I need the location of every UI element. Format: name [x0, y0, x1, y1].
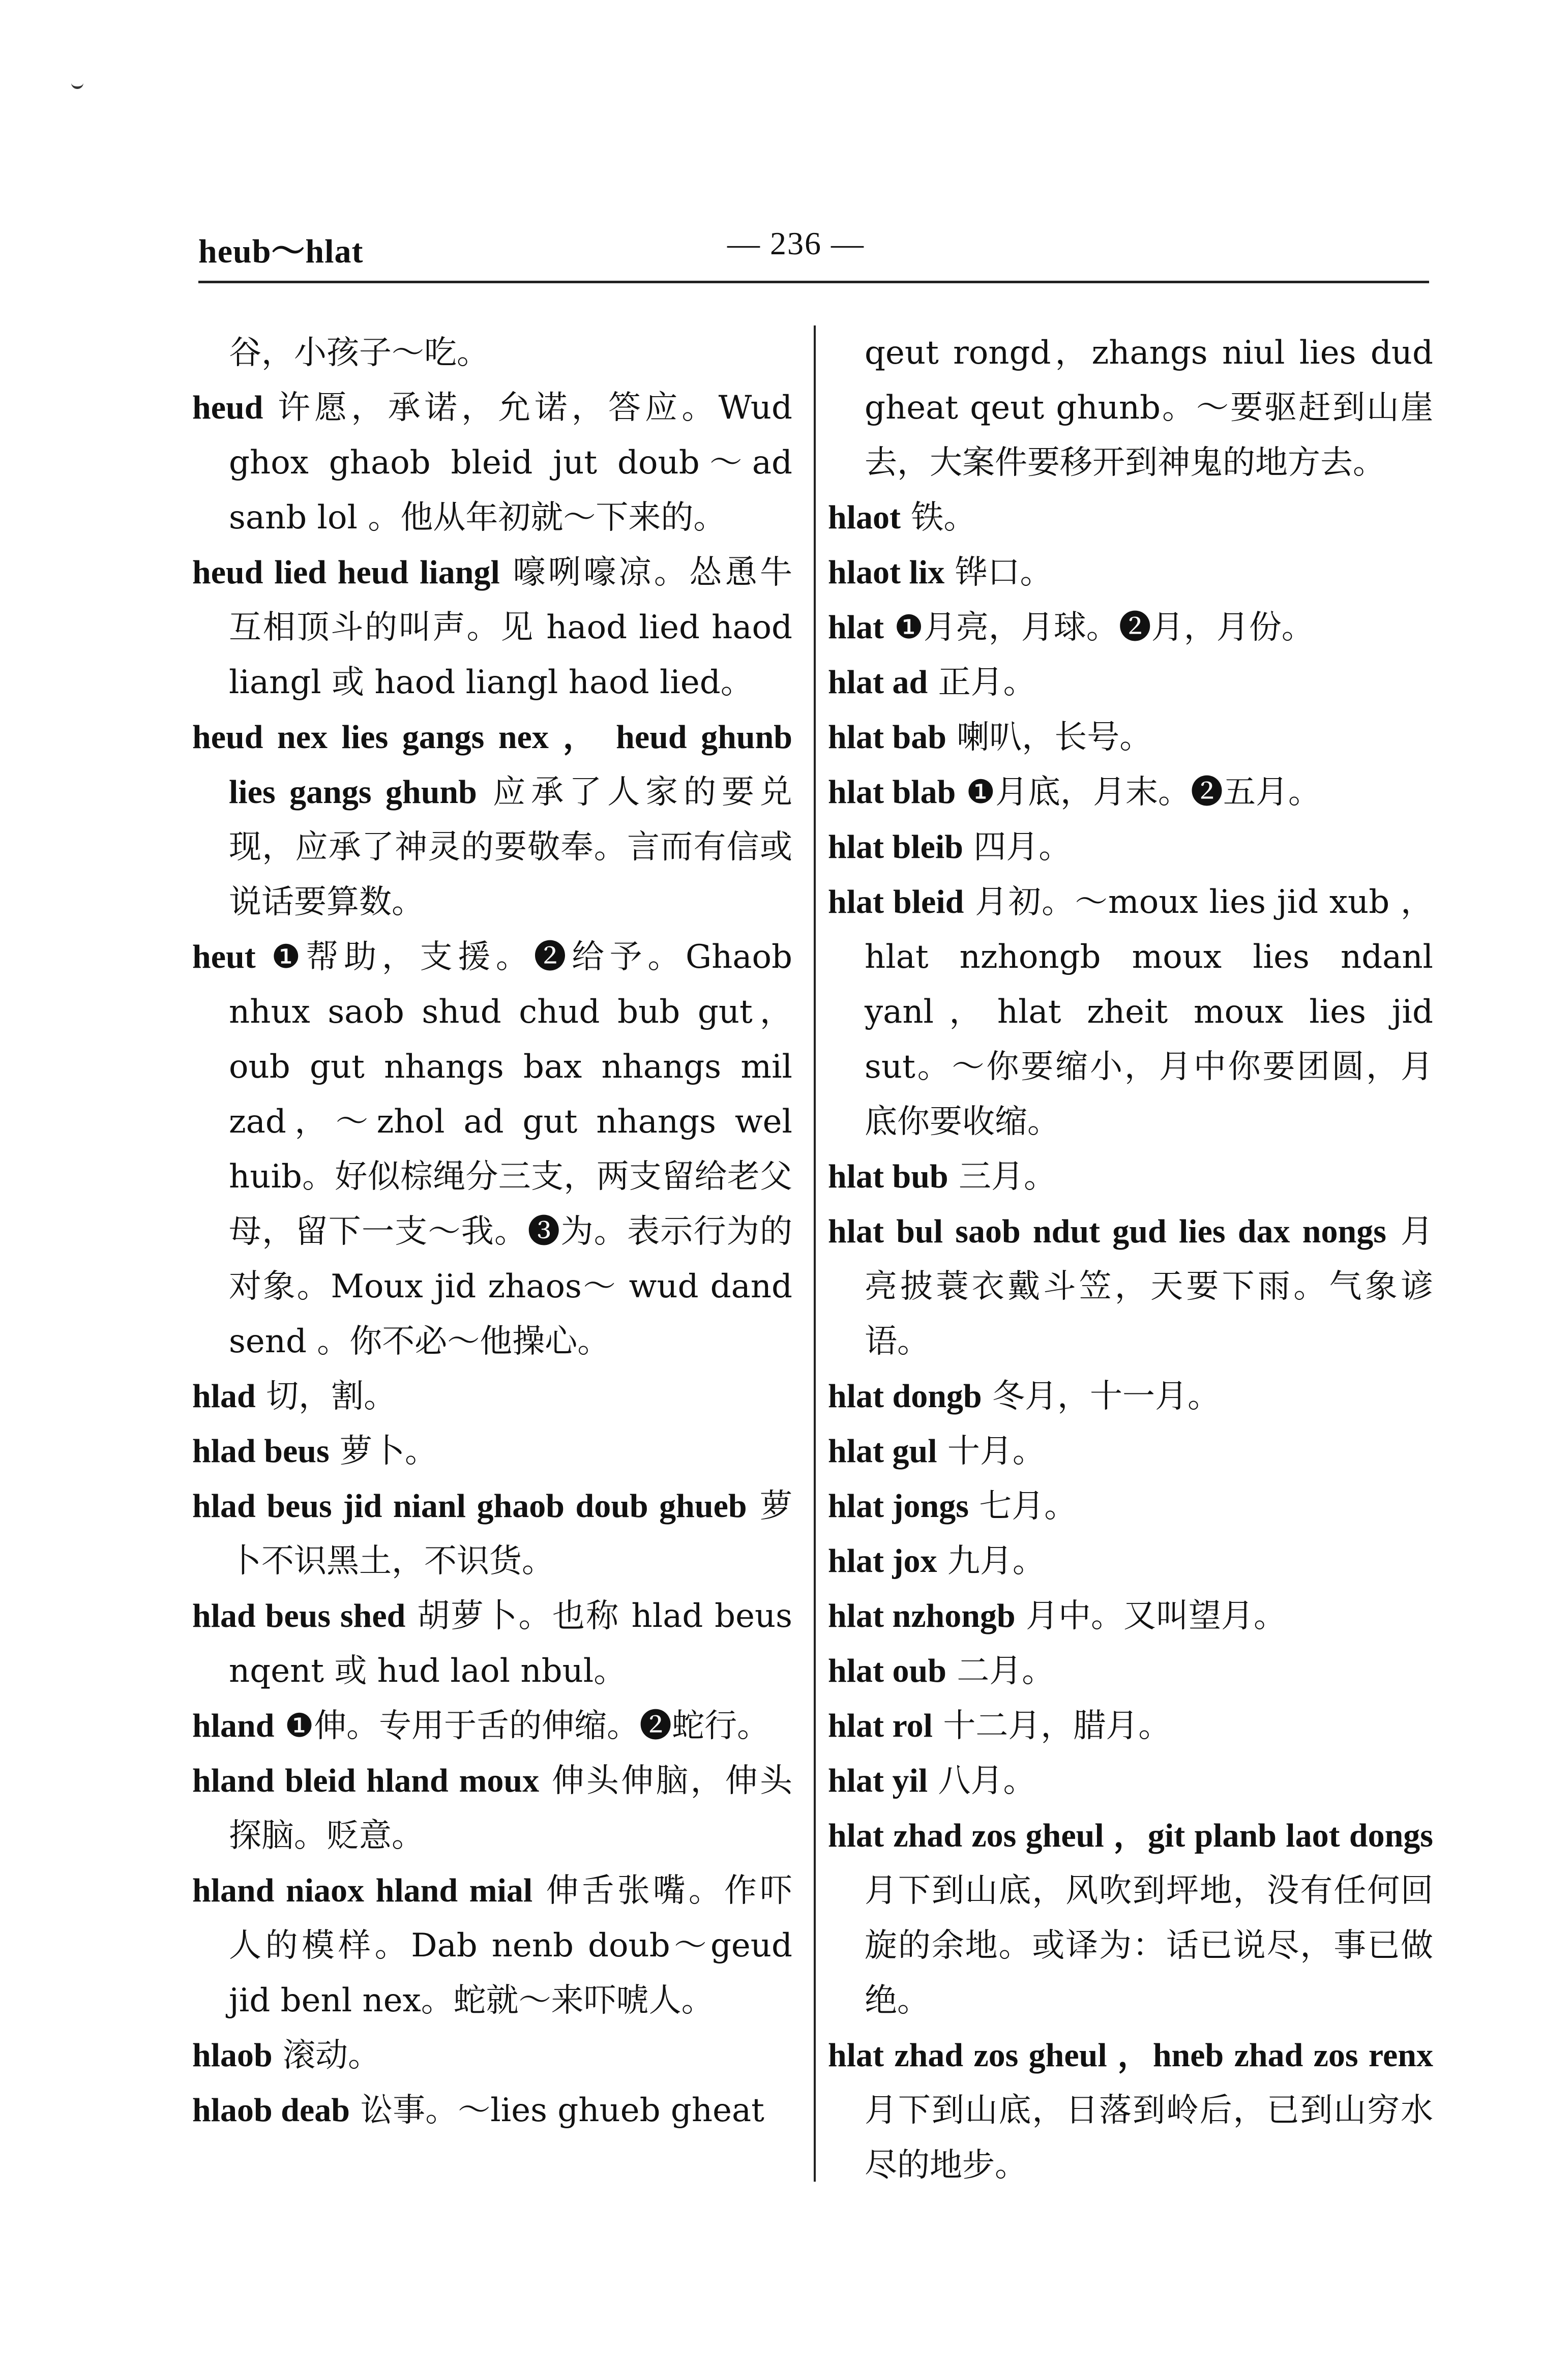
entry-headword: hlat gul: [828, 1433, 937, 1470]
corner-mark: [71, 81, 83, 89]
entry-definition: 喇叭，长号。: [946, 719, 1152, 756]
dictionary-entry: [828, 490, 1433, 545]
entry-headword: hlat nzhongb: [828, 1597, 1016, 1634]
entry-definition: ❶月亮，月球。❷月，月份。: [884, 609, 1314, 646]
dictionary-entry: [828, 600, 1433, 655]
entry-headword: hlaob deab: [192, 2092, 350, 2129]
entry-headword: hland bleid hland moux: [192, 1762, 540, 1799]
dictionary-entry: [828, 2028, 1433, 2193]
dictionary-entry: [192, 1424, 792, 1479]
entry-definition: 月下到山底，日落到岭后，已到山穷水尽的地步。: [865, 2092, 1433, 2184]
entry-definition: 胡萝卜。也称 hlad beus nqent 或 hud laol nbul。: [229, 1597, 793, 1690]
entry-definition: 切，割。: [255, 1378, 397, 1415]
entry-definition: 月下到山底，风吹到坪地，没有任何回旋的余地。或译为：话已说尽，事已做绝。: [865, 1872, 1433, 2019]
entry-definition: 讼事。～lies ghueb gheat: [349, 2092, 764, 2129]
entry-definition: 伸头伸脑，伸头探脑。贬意。: [229, 1762, 793, 1855]
dictionary-entry: [828, 710, 1433, 765]
entry-definition: 十月。: [937, 1433, 1045, 1470]
column-divider: [814, 325, 816, 2182]
dictionary-entry: [192, 380, 792, 545]
entry-headword: hlaob: [192, 2037, 273, 2074]
entry-definition: 月初。～moux lies jid xub ，hlat nzhongb moux lies ndanl yanl，hlat zheit moux lies jid sut。～你要缩小，月中你要团圆，月底你要收缩。: [865, 883, 1434, 1141]
dictionary-entry: [192, 325, 792, 380]
header-rule: [198, 281, 1429, 283]
dictionary-entry: [192, 2028, 792, 2083]
entry-definition: 铁。: [901, 499, 976, 537]
dictionary-entry: [828, 1204, 1433, 1369]
entry-headword: heud lied heud liangl: [192, 554, 500, 591]
entry-definition: 滚动。: [272, 2037, 381, 2074]
dictionary-entry: [828, 325, 1433, 490]
header-range: heub～hlat: [198, 233, 364, 270]
entry-headword: hlat ad: [828, 664, 928, 701]
entry-headword: hlat oub: [828, 1652, 946, 1689]
entry-headword: hland niaox hland mial: [192, 1872, 533, 1909]
dictionary-entry: [828, 1808, 1433, 2028]
entry-definition: 许愿，承诺，允诺，答应。Wud ghox ghaob bleid jut doub～ad sanb lol 。他从年初就～下来的。: [229, 389, 792, 537]
dictionary-entry: [828, 875, 1433, 1149]
dictionary-entry: [828, 1479, 1433, 1534]
dictionary-entry: [192, 545, 792, 710]
entry-headword: hlat bleid: [828, 883, 964, 920]
entry-definition: 伸舌张嘴。作吓人的模样。Dab nenb doub～geud jid benl nex。蛇就～来吓唬人。: [229, 1872, 793, 2019]
entry-headword: hlat dongb: [828, 1378, 982, 1415]
entry-headword: hlat rol: [828, 1707, 933, 1744]
entry-definition: 萝卜。: [329, 1433, 437, 1470]
entry-headword: hlat zhad zos gheul ，git planb laot dongs: [828, 1817, 1433, 1854]
entry-headword: hlat blab: [828, 774, 956, 811]
entry-headword: heud nex lies gangs nex ， heud ghunb lies gangs ghunb: [192, 719, 792, 811]
entry-definition: 萝卜不识黑土，不识货。: [229, 1488, 792, 1580]
entry-definition: 正月。: [928, 664, 1036, 701]
entry-definition: 嚎咧嚎凉。怂恿牛互相顶斗的叫声。见 haod lied haod liangl 或 haod liangl haod lied。: [229, 554, 793, 701]
dictionary-entry: [192, 710, 792, 930]
dictionary-entry: [828, 1424, 1433, 1479]
entry-headword: hland: [192, 1707, 275, 1744]
entry-headword: heud: [192, 389, 263, 426]
dictionary-entry: [828, 1534, 1433, 1589]
entry-headword: hlat jongs: [828, 1488, 969, 1525]
entry-headword: hlat bab: [828, 719, 946, 756]
dictionary-entry: [828, 1699, 1433, 1753]
entry-headword: hlad beus: [192, 1433, 330, 1470]
page-number: — 236 —: [727, 225, 865, 261]
dictionary-entry: [192, 930, 792, 1369]
dictionary-entry: [828, 765, 1433, 820]
entry-headword: hlat yil: [828, 1762, 928, 1799]
dictionary-entry: [192, 1753, 792, 1863]
entry-headword: hlaot: [828, 499, 901, 536]
dictionary-entry: [192, 1369, 792, 1424]
entry-headword: hlaot lix: [828, 554, 945, 591]
page-header: [198, 219, 1429, 280]
entry-definition: ❶伸。专用于舌的伸缩。❷蛇行。: [274, 1707, 770, 1745]
dictionary-entry: [192, 1863, 792, 2028]
entry-definition: 铧口。: [944, 554, 1053, 591]
dictionary-entry: [192, 1479, 792, 1589]
entry-definition: 七月。: [968, 1488, 1077, 1525]
entry-headword: hlat zhad zos gheul ，hneb zhad zos renx: [828, 2037, 1433, 2074]
dictionary-entry: [828, 1149, 1433, 1204]
entry-headword: hlat bleib: [828, 828, 963, 866]
entry-headword: hlat: [828, 609, 884, 646]
entry-definition: 九月。: [937, 1542, 1045, 1580]
entry-headword: hlad beus shed: [192, 1597, 406, 1634]
dictionary-entry: [828, 655, 1433, 710]
entry-definition: 应承了人家的要兑现，应承了神灵的要敬奉。言而有信或说话要算数。: [229, 774, 792, 921]
entry-definition: 二月。: [946, 1652, 1055, 1690]
entry-definition: 谷，小孩子～吃。: [229, 334, 489, 372]
entry-definition: 十二月，腊月。: [932, 1707, 1171, 1745]
entry-headword: heut: [192, 938, 256, 975]
dictionary-entry: [192, 1699, 792, 1753]
entry-definition: 月中。又叫望月。: [1015, 1597, 1286, 1635]
dictionary-entry: [828, 820, 1433, 875]
entry-headword: hlat jox: [828, 1542, 937, 1580]
dictionary-entry: [828, 1369, 1433, 1424]
entry-definition: ❶月底，月末。❷五月。: [956, 774, 1321, 811]
dictionary-entry: [192, 1589, 792, 1699]
entry-definition: 四月。: [963, 828, 1072, 866]
entry-headword: hlat bul saob ndut gud lies dax nongs: [828, 1213, 1386, 1250]
entry-definition: 月亮披蓑衣戴斗笠，天要下雨。气象谚语。: [865, 1213, 1434, 1360]
entry-definition: 三月。: [948, 1158, 1056, 1196]
entry-definition: qeut rongd，zhangs niul lies dud gheat qeut ghunb。～要驱赶到山崖去，大案件要移开到神鬼的地方去。: [865, 334, 1433, 482]
dictionary-entry: [828, 1589, 1433, 1644]
dictionary-entry: [192, 2083, 792, 2138]
right-column: [828, 325, 1433, 2207]
entry-definition: ❶帮助，支援。❷给予。Ghaob nhux saob shud chud bub gut，oub gut nhangs bax nhangs mil zad，～zhol ad gut nhangs wel huib。好似棕绳分三支，两支留给老父母，留下一支～我。❸为。表示行为的对象。Moux jid zhaos～ wud dand send 。你不必～他操心。: [229, 938, 792, 1360]
dictionary-entry: [828, 1753, 1433, 1808]
left-column: [192, 325, 792, 2207]
entry-headword: hlad: [192, 1378, 256, 1415]
entry-definition: 八月。: [928, 1762, 1036, 1800]
dictionary-entry: [828, 1644, 1433, 1699]
entry-headword: hlat bub: [828, 1158, 948, 1195]
dictionary-entry: [828, 545, 1433, 600]
entry-definition: 冬月，十一月。: [982, 1378, 1220, 1415]
entry-headword: hlad beus jid nianl ghaob doub ghueb: [192, 1488, 747, 1525]
